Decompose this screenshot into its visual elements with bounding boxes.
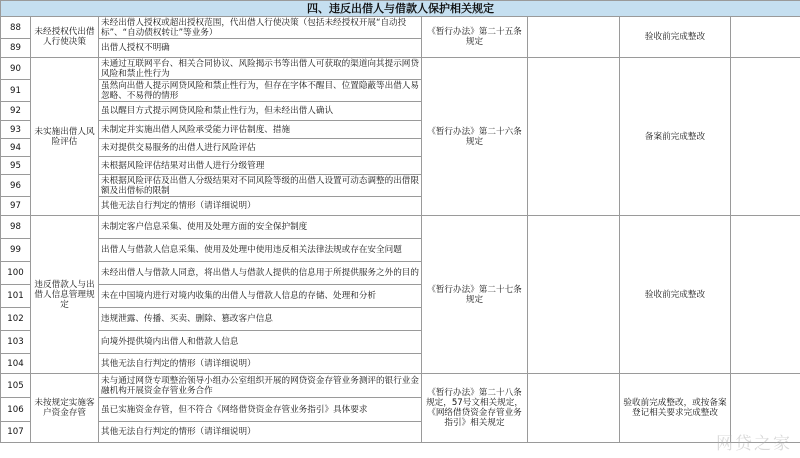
row-number: 105 <box>1 374 31 398</box>
row-number: 102 <box>1 308 31 331</box>
row-number: 99 <box>1 239 31 262</box>
category-cell: 违反借款人与出借人信息管理规定 <box>31 216 99 374</box>
blank-cell <box>731 216 800 374</box>
blank-cell <box>528 58 620 216</box>
requirement-cell: 验收前完成整改 <box>620 216 731 374</box>
basis-cell: 《暂行办法》第二十七条规定 <box>422 216 528 374</box>
row-number: 89 <box>1 39 31 58</box>
issue-cell: 向境外提供境内出借人和借款人信息 <box>99 331 422 354</box>
issue-cell: 虽然向出借人提示网贷风险和禁止性行为，但存在字体不醒目、位置隐蔽等出借人易忽略、不易得的情形 <box>99 80 422 102</box>
row-number: 98 <box>1 216 31 239</box>
issue-cell: 违规泄露、传播、买卖、删除、篡改客户信息 <box>99 308 422 331</box>
issue-cell: 未制定客户信息采集、使用及处理方面的安全保护制度 <box>99 216 422 239</box>
requirement-cell: 验收前完成整改，或按备案登记相关要求完成整改 <box>620 374 731 443</box>
row-number: 93 <box>1 121 31 139</box>
row-number: 88 <box>1 17 31 39</box>
table-row <box>1 216 800 239</box>
table-row <box>1 374 800 398</box>
requirement-cell: 备案前完成整改 <box>620 58 731 216</box>
issue-cell: 未根据风险评估及出借人分级结果对不同风险等级的出借人设置可动态调整的出借限额及出借标的限制 <box>99 175 422 197</box>
basis-cell: 《暂行办法》第二十五条规定 <box>422 17 528 58</box>
issue-cell: 未根据风险评估结果对出借人进行分级管理 <box>99 157 422 175</box>
row-number: 106 <box>1 398 31 422</box>
row-number: 94 <box>1 139 31 157</box>
row-number: 95 <box>1 157 31 175</box>
blank-cell <box>528 216 620 374</box>
blank-cell <box>731 17 800 58</box>
row-number: 101 <box>1 285 31 308</box>
row-number: 104 <box>1 354 31 374</box>
issue-cell: 未对提供交易服务的出借人进行风险评估 <box>99 139 422 157</box>
watermark-logo: 网贷之家 <box>716 434 792 454</box>
row-number: 91 <box>1 80 31 102</box>
row-number: 92 <box>1 102 31 121</box>
issue-cell: 出借人授权不明确 <box>99 39 422 58</box>
basis-cell: 《暂行办法》第二十八条规定，57号文相关规定，《网络借贷资金存管业务指引》相关规定 <box>422 374 528 443</box>
issue-cell: 未通过互联网平台、相关合同协议、风险揭示书等出借人可获取的渠道向其提示网贷风险和禁止性行为 <box>99 58 422 80</box>
category-cell: 未按规定实施客户资金存管 <box>31 374 99 443</box>
category-cell: 未经授权代出借人行使决策 <box>31 17 99 58</box>
section-title: 四、违反出借人与借款人保护相关规定 <box>1 1 800 17</box>
blank-cell <box>528 374 620 443</box>
issue-cell: 虽已实施资金存管，但不符合《网络借贷资金存管业务指引》具体要求 <box>99 398 422 422</box>
basis-cell: 《暂行办法》第二十六条规定 <box>422 58 528 216</box>
issue-cell: 其他无法自行判定的情形（请详细说明） <box>99 422 422 443</box>
row-number: 100 <box>1 262 31 285</box>
issue-cell: 未经出借人与借款人同意，将出借人与借款人提供的信息用于所提供服务之外的目的 <box>99 262 422 285</box>
category-cell: 未实施出借人风险评估 <box>31 58 99 216</box>
table-row <box>1 17 800 39</box>
row-number: 103 <box>1 331 31 354</box>
row-number: 90 <box>1 58 31 80</box>
table-row <box>1 58 800 80</box>
issue-cell: 其他无法自行判定的情形（请详细说明） <box>99 354 422 374</box>
row-number: 97 <box>1 197 31 216</box>
blank-cell <box>731 58 800 216</box>
issue-cell: 未制定并实施出借人风险承受能力评估制度、措施 <box>99 121 422 139</box>
requirement-cell: 验收前完成整改 <box>620 17 731 58</box>
blank-cell <box>528 17 620 58</box>
row-number: 107 <box>1 422 31 443</box>
section-title-row <box>1 1 800 17</box>
issue-cell: 出借人与借款人信息采集、使用及处理中使用违反相关法律法规或存在安全问题 <box>99 239 422 262</box>
issue-cell: 未经出借人授权或超出授权范围，代出借人行使决策（包括未经授权开展“自动投标”、“自动债权转让”等业务） <box>99 17 422 39</box>
row-number: 96 <box>1 175 31 197</box>
issue-cell: 虽以醒目方式提示网贷风险和禁止性行为，但未经出借人确认 <box>99 102 422 121</box>
issue-cell: 未在中国境内进行对境内收集的出借人与借款人信息的存储、处理和分析 <box>99 285 422 308</box>
issue-cell: 其他无法自行判定的情形（请详细说明） <box>99 197 422 216</box>
issue-cell: 未与通过网贷专项整治领导小组办公室组织开展的网贷资金存管业务测评的银行业金融机构开展资金存管业务合作 <box>99 374 422 398</box>
